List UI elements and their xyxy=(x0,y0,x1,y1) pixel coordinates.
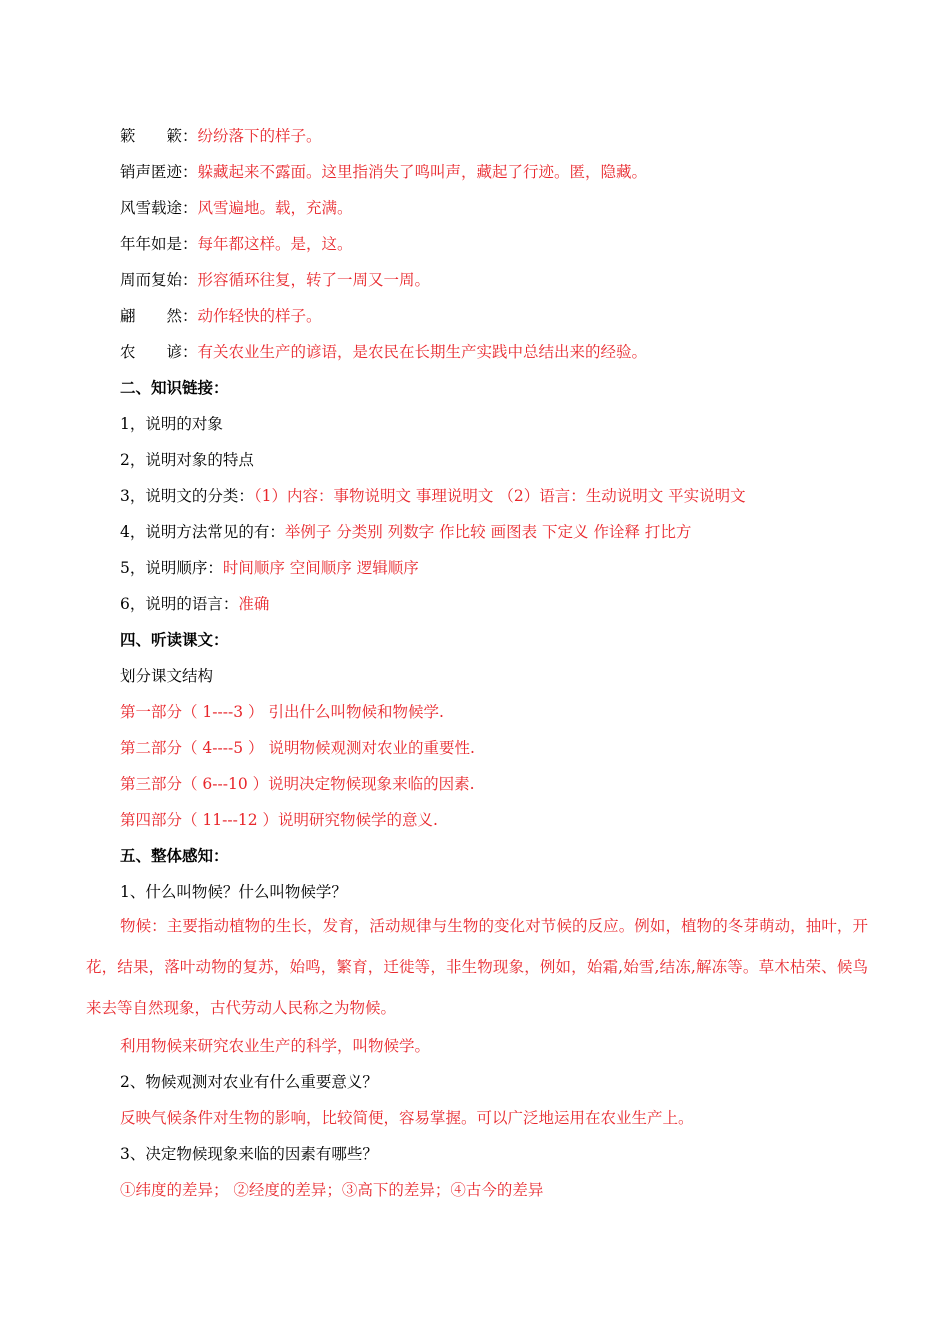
structure-part: 第一部分（ 1----3 ） 引出什么叫物候和物候学. xyxy=(120,703,444,721)
knowledge-item xyxy=(120,557,419,579)
vocab-term: 销声匿迹： xyxy=(120,163,198,181)
section-heading-knowledge: 二、知识链接： xyxy=(120,378,229,397)
vocab-term: 农 谚： xyxy=(120,343,198,361)
knowledge-item xyxy=(120,413,223,435)
vocab-term: 周而复始： xyxy=(120,271,198,289)
knowledge-label: 6，说明的语言： xyxy=(120,595,239,613)
knowledge-value: 准确 xyxy=(238,595,270,613)
vocab-definition: 纷纷落下的样子。 xyxy=(197,127,322,145)
vocab-item xyxy=(120,341,647,363)
structure-part: 第四部分（ 11---12 ）说明研究物候学的意义. xyxy=(120,811,438,829)
vocab-item xyxy=(120,269,430,291)
knowledge-item xyxy=(120,485,746,507)
vocab-term: 风雪载途： xyxy=(120,199,198,217)
vocab-item xyxy=(120,197,353,219)
vocab-item xyxy=(120,305,322,327)
answer-line: 利用物候来研究农业生产的科学，叫物候学。 xyxy=(120,1037,431,1055)
vocab-definition: 有关农业生产的谚语，是农民在长期生产实践中总结出来的经验。 xyxy=(197,343,648,361)
answer-line: 反映气候条件对生物的影响，比较简便，容易掌握。可以广泛地运用在农业生产上。 xyxy=(120,1109,694,1127)
vocab-item xyxy=(120,233,353,255)
question: 3、决定物候现象来临的因素有哪些？ xyxy=(120,1145,378,1163)
answer-paragraph: 物候：主要指动植物的生长，发育，活动规律与生物的变化对节候的反应。例如，植物的冬芽萌动，抽叶，开花，结果，落叶动物的复苏，始鸣，繁育，迁徙等，非生物现象，例如，始霜,始雪,结冻,解冻等。草木枯荣、候鸟来去等自然现象，古代劳动人民称之为物候。 xyxy=(86,917,868,1017)
knowledge-label: 4，说明方法常见的有： xyxy=(120,523,285,541)
vocab-definition: 躲藏起来不露面。这里指消失了鸣叫声，藏起了行迹。匿，隐藏。 xyxy=(197,163,648,181)
answer-line: ①纬度的差异； ②经度的差异；③高下的差异；④古今的差异 xyxy=(120,1181,544,1199)
vocab-item xyxy=(120,161,647,183)
knowledge-label: 2，说明对象的特点 xyxy=(120,451,254,469)
knowledge-label: 3，说明文的分类： xyxy=(120,487,254,505)
section-heading-listen-read: 四、听读课文： xyxy=(120,630,229,649)
question: 1、什么叫物候？什么叫物候学？ xyxy=(120,883,347,901)
vocab-term: 年年如是： xyxy=(120,235,198,253)
vocab-term: 翩 然： xyxy=(120,307,198,325)
knowledge-item xyxy=(120,521,691,543)
structure-part: 第三部分（ 6---10 ）说明决定物候现象来临的因素. xyxy=(120,775,475,793)
vocab-definition: 每年都这样。是，这。 xyxy=(197,235,353,253)
knowledge-value: 举例子 分类别 列数字 作比较 画图表 下定义 作诠释 打比方 xyxy=(284,523,692,541)
vocab-item xyxy=(120,125,322,147)
knowledge-label: 5，说明顺序： xyxy=(120,559,223,577)
structure-subheading: 划分课文结构 xyxy=(120,667,214,685)
knowledge-item xyxy=(120,593,269,615)
vocab-term: 簌 簌： xyxy=(120,127,198,145)
vocab-definition: 动作轻快的样子。 xyxy=(197,307,322,325)
knowledge-item xyxy=(120,449,254,471)
knowledge-value: （1）内容：事物说明文 事理说明文 （2）语言：生动说明文 平实说明文 xyxy=(253,487,746,505)
knowledge-label: 1，说明的对象 xyxy=(120,415,223,433)
section-heading-overall: 五、整体感知： xyxy=(120,846,229,865)
vocab-definition: 风雪遍地。载，充满。 xyxy=(197,199,353,217)
knowledge-value: 时间顺序 空间顺序 逻辑顺序 xyxy=(222,559,419,577)
structure-part: 第二部分（ 4----5 ） 说明物候观测对农业的重要性. xyxy=(120,739,475,757)
question: 2、物候观测对农业有什么重要意义？ xyxy=(120,1073,378,1091)
vocab-definition: 形容循环往复，转了一周又一周。 xyxy=(197,271,431,289)
